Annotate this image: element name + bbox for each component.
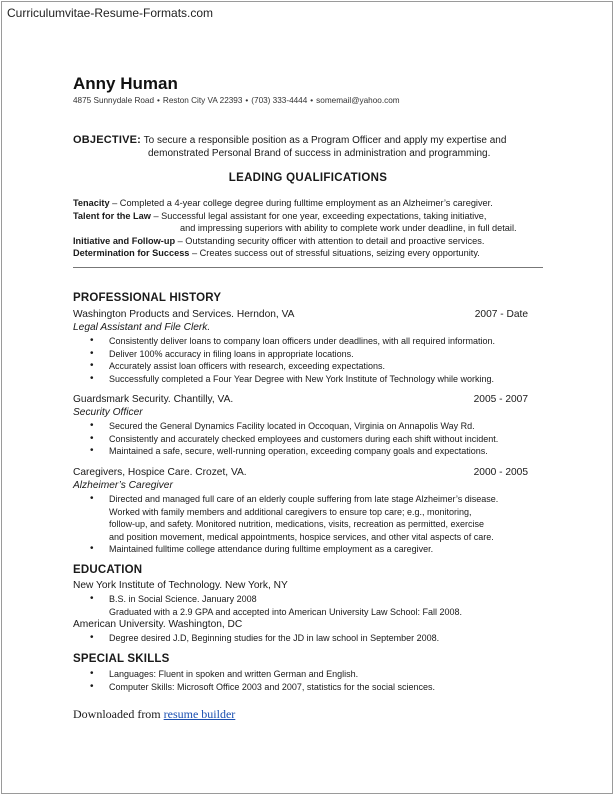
qualification-text: – Successful legal assistant for one year, exceeding expectations, taking initiative,: [150, 210, 487, 221]
email: somemail@yahoo.com: [316, 96, 400, 105]
job-dates: 2005 - 2007: [473, 394, 528, 405]
job-company: Guardsmark Security. Chantilly, VA.: [73, 394, 234, 405]
objective-label: OBJECTIVE:: [73, 134, 142, 146]
professional-history-title: PROFESSIONAL HISTORY: [73, 292, 222, 304]
list-item: • Computer Skills: Microsoft Office 2003 and 2007, statistics for the social sciences.: [109, 681, 533, 694]
leading-qualifications-title: LEADING QUALIFICATIONS: [228, 172, 388, 184]
list-item: • Degree desired J.D, Beginning studies for the JD in law school in September 2008.: [109, 632, 533, 645]
section-divider: [73, 267, 543, 268]
list-item: • Successfully completed a Four Year Degree with New York Institute of Technology while working.: [109, 373, 528, 386]
job-company: Washington Products and Services. Herndon, VA: [73, 309, 295, 320]
job-title: Alzheimer’s Caregiver: [73, 480, 173, 491]
job-entry: [73, 308, 528, 385]
download-prefix: Downloaded from: [73, 707, 164, 721]
objective-line-1: To secure a responsible position as a Program Officer and apply my expertise and: [143, 135, 507, 146]
job-bullets: [73, 493, 528, 556]
education-title: EDUCATION: [73, 564, 143, 576]
qualification-term: Initiative and Follow-up: [73, 235, 176, 246]
candidate-name: Anny Human: [73, 74, 178, 93]
job-bullets: [73, 420, 528, 458]
qualification-term: Tenacity: [73, 198, 110, 208]
job-dates: 2000 - 2005: [473, 467, 528, 478]
list-item: • Maintained a safe, secure, well-running operation, exceeding company goals and expectations.: [109, 445, 528, 458]
separator-bullet: •: [245, 96, 249, 105]
bullet-text: • Directed and managed full care of an elderly couple suffering from late stage Alzheimer’s disease.: [109, 494, 499, 504]
school-bullets: [73, 593, 533, 606]
list-item: • Consistently deliver loans to company loan officers under deadlines, with all required information.: [109, 335, 528, 348]
resume-builder-link[interactable]: resume builder: [163, 707, 236, 721]
bullet-continuation: follow-up, and safety. Monitored nutrition, medications, visits, recreation as permitted, exercise: [109, 519, 485, 529]
separator-bullet: •: [310, 96, 314, 105]
school-name: New York Institute of Technology. New York, NY: [73, 580, 288, 591]
list-item: • Secured the General Dynamics Facility located in Occoquan, Virginia on Annapolis Way Rd.: [109, 420, 528, 433]
education-list: [73, 579, 533, 645]
qualification-term: Determination for Success: [73, 248, 190, 258]
list-item: • Deliver 100% accuracy in filing loans in appropriate locations.: [109, 348, 528, 361]
list-item: • Languages: Fluent in spoken and written German and English.: [109, 668, 533, 681]
bullet-continuation: Worked with family members and additional caregivers to ensure top care; e.g., monitoring,: [109, 506, 472, 517]
qualification-item: [73, 210, 548, 223]
qualification-text: – Creates success out of stressful situations, seizing every opportunity.: [189, 248, 480, 258]
special-skills-list: [73, 668, 533, 693]
school-note: Graduated with a 2.9 GPA and accepted into American University Law School: Fall 2008.: [109, 606, 463, 617]
qualification-item: [73, 197, 548, 210]
qualification-continuation: and impressing superiors with ability to complete work under deadline, in full detail.: [180, 223, 517, 233]
school-bullets: [73, 632, 533, 645]
special-skills-title: SPECIAL SKILLS: [73, 653, 170, 665]
job-title: Legal Assistant and File Clerk.: [73, 322, 211, 333]
city: Reston City VA 22393: [162, 96, 243, 105]
list-item: • Consistently and accurately checked employees and customers during each shift without incident.: [109, 433, 528, 446]
objective-section: [73, 134, 543, 160]
objective-line-2: demonstrated Personal Brand of success in administration and programming.: [148, 148, 491, 159]
list-item: [109, 493, 528, 543]
bullet-continuation: and position movement, medical appointments, hospice services, and other vital aspects of care.: [109, 531, 494, 542]
address: 4875 Sunnydale Road: [73, 96, 155, 105]
skills-bullets: [73, 668, 533, 693]
qualification-text: – Completed a 4-year college degree during fulltime employment as an Alzheimer’s caregiver.: [109, 198, 493, 208]
list-item: • B.S. in Social Science. January 2008: [109, 593, 533, 606]
list-item: • Accurately assist loan officers with research, exceeding expectations.: [109, 360, 528, 373]
contact-line: [73, 96, 400, 105]
qualification-item: [73, 247, 548, 260]
download-credit: [73, 707, 235, 722]
job-title: Security Officer: [73, 407, 143, 418]
qualification-item: [73, 235, 548, 248]
list-item: • Maintained fulltime college attendance during fulltime employment as a caregiver.: [109, 543, 528, 556]
phone: (703) 333-4444: [251, 96, 308, 105]
job-entry: [73, 393, 528, 458]
job-bullets: [73, 335, 528, 385]
qualification-term: Talent for the Law: [73, 210, 151, 221]
job-company: Caregivers, Hospice Care. Crozet, VA.: [73, 467, 247, 478]
school-name: American University. Washington, DC: [73, 619, 243, 630]
separator-bullet: •: [157, 96, 160, 105]
qualifications-list: [73, 197, 548, 260]
job-entry: [73, 466, 528, 556]
qualification-text: – Outstanding security officer with attention to detail and proactive services.: [175, 235, 485, 246]
job-dates: 2007 - Date: [474, 309, 528, 320]
site-watermark: Curriculumvitae-Resume-Formats.com: [7, 6, 214, 20]
